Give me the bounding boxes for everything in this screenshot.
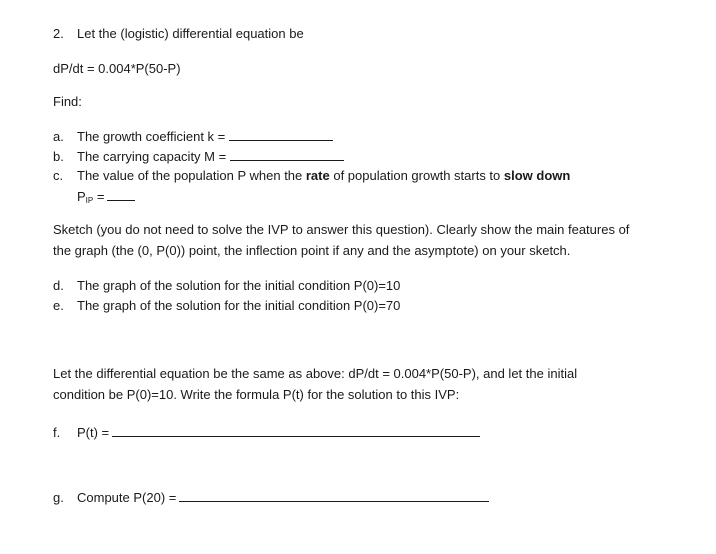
pip-label: P — [77, 189, 86, 204]
item-c-bold-rate: rate — [305, 168, 330, 183]
item-a-answer-blank[interactable] — [229, 128, 333, 141]
item-b — [53, 148, 344, 165]
item-e-text: The graph of the solution for the initial condition P(0)=70 — [77, 298, 401, 313]
item-d-marker: d. — [53, 278, 64, 293]
item-c-marker: c. — [53, 168, 64, 183]
item-c-text-2: of population growth starts to — [329, 168, 504, 183]
item-b-text: The carrying capacity M = — [77, 149, 227, 164]
item-e-marker: e. — [53, 298, 64, 313]
question-intro — [53, 26, 304, 42]
pip-equals: = — [93, 189, 105, 204]
intro-text: Let the (logistic) differential equation be — [77, 26, 304, 41]
item-d-text: The graph of the solution for the initial condition P(0)=10 — [77, 278, 401, 293]
pip-answer-blank[interactable] — [107, 188, 135, 201]
item-b-marker: b. — [53, 149, 64, 164]
ivp-line-2: condition be P(0)=10. Write the formula P(t) for the solution to this IVP: — [53, 387, 460, 402]
item-f-answer-blank[interactable] — [112, 424, 480, 437]
item-a-text: The growth coefficient k = — [77, 129, 226, 144]
item-a-marker: a. — [53, 129, 64, 144]
pip-line — [77, 188, 135, 207]
sketch-line-1: Sketch (you do not need to solve the IVP to answer this question). Clearly show the main features of — [53, 222, 630, 237]
item-g-text: Compute P(20) = — [77, 490, 177, 505]
item-f-marker: f. — [53, 425, 61, 440]
item-g-marker: g. — [53, 490, 64, 505]
pip-subscript: IP — [85, 196, 94, 205]
item-g-answer-blank[interactable] — [179, 489, 489, 502]
item-d — [53, 278, 400, 294]
item-c — [53, 168, 570, 184]
item-g — [53, 489, 489, 506]
sketch-line-2: the graph (the (0, P(0)) point, the inflection point if any and the asymptote) on your sketch. — [53, 243, 571, 258]
find-label: Find: — [53, 94, 82, 109]
item-f — [53, 424, 480, 441]
question-number: 2. — [53, 26, 64, 41]
ivp-line-1: Let the differential equation be the same as above: dP/dt = 0.004*P(50-P), and let the initial — [53, 366, 578, 381]
item-b-answer-blank[interactable] — [230, 148, 344, 161]
item-c-bold-slow-down: slow down — [503, 168, 571, 183]
item-c-text-1: The value of the population P when the — [77, 168, 306, 183]
item-e — [53, 298, 400, 314]
equation: dP/dt = 0.004*P(50-P) — [53, 61, 181, 76]
item-a — [53, 128, 333, 145]
item-f-text: P(t) = — [77, 425, 110, 440]
